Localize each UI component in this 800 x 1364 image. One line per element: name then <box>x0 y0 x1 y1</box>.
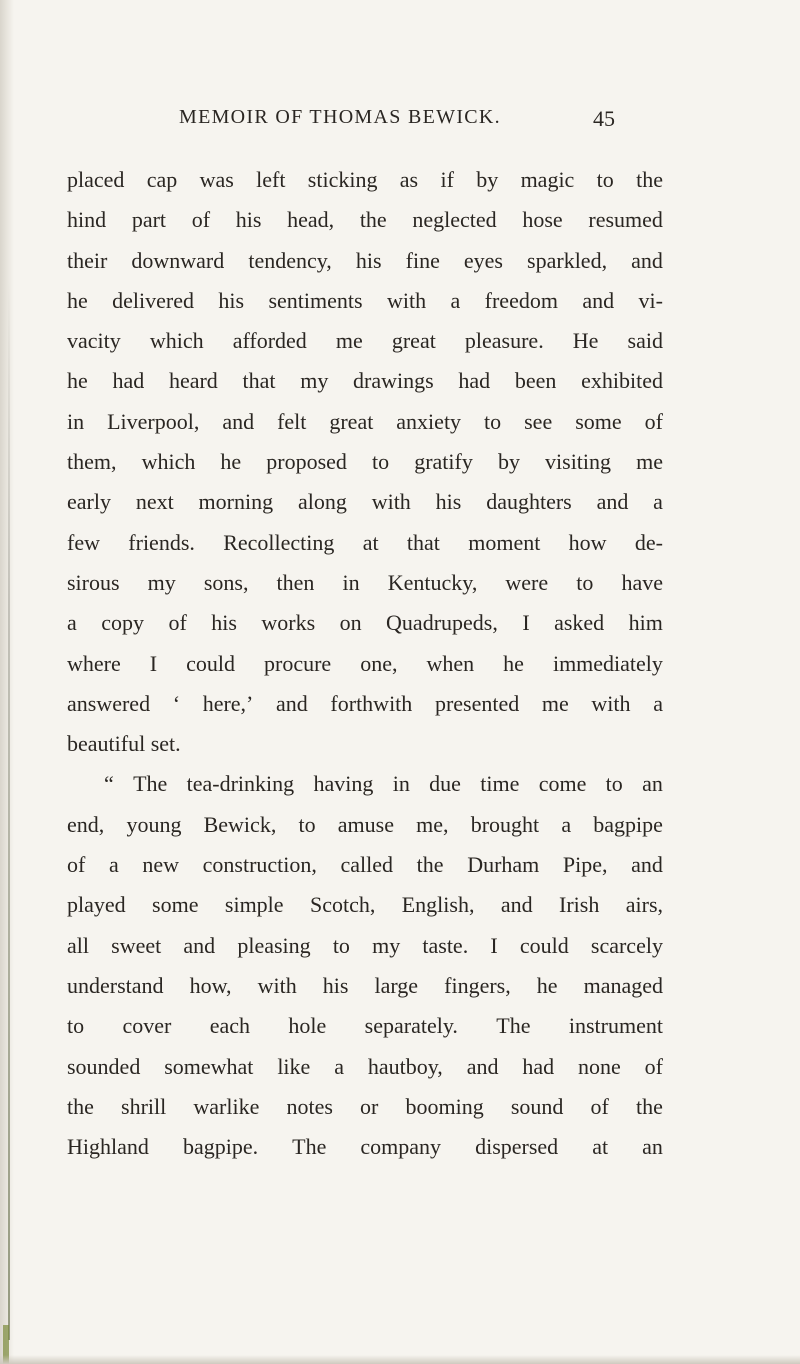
word: and <box>222 408 255 434</box>
word: time <box>480 771 520 797</box>
word: copy <box>101 610 144 636</box>
text-line <box>67 281 663 321</box>
text-line <box>67 1006 663 1046</box>
word: been <box>514 368 557 394</box>
word: heard <box>168 368 218 394</box>
word: hind <box>67 207 107 233</box>
word: to <box>67 1013 85 1039</box>
word: tea-drinking <box>186 771 295 797</box>
word: along <box>297 489 347 515</box>
text-line <box>67 241 663 281</box>
word: new <box>142 852 179 878</box>
text-line <box>67 160 663 200</box>
text-line <box>67 1047 663 1087</box>
word: left <box>256 167 286 192</box>
word: sticking <box>307 167 378 192</box>
word: few <box>67 529 100 555</box>
word: his <box>211 610 237 636</box>
word: neglected <box>412 207 497 233</box>
word: anxiety <box>396 408 462 434</box>
text-line <box>67 200 663 240</box>
word: his <box>235 207 262 233</box>
word: great <box>329 408 374 434</box>
word: magic <box>520 167 575 192</box>
word: said <box>627 328 663 354</box>
word: hose <box>522 207 563 233</box>
word: an <box>642 1134 663 1160</box>
word: to <box>596 167 614 192</box>
word: de- <box>634 529 663 555</box>
word: shrill <box>121 1093 167 1119</box>
word: English, <box>401 892 475 918</box>
word: drawings <box>353 368 434 394</box>
word: with <box>257 972 297 998</box>
word: come <box>538 771 587 797</box>
word: Durham <box>467 852 540 878</box>
word: eyes <box>463 247 503 273</box>
word: hole <box>288 1013 327 1039</box>
word: of <box>67 852 86 878</box>
word: here,’ <box>202 690 254 716</box>
word: of <box>644 408 663 434</box>
word: some <box>152 892 199 918</box>
word: where <box>67 650 121 676</box>
word: then <box>276 569 315 595</box>
word: scarcely <box>590 932 663 958</box>
word: felt <box>277 408 307 434</box>
word: his <box>435 489 462 515</box>
word: Scotch, <box>309 892 376 918</box>
word: separately. <box>364 1013 458 1039</box>
text-line <box>67 1127 663 1167</box>
word: warlike <box>193 1093 260 1119</box>
word: me <box>335 328 363 354</box>
word: to <box>605 771 623 797</box>
word: The <box>292 1134 327 1160</box>
word: of <box>191 207 211 233</box>
body-text <box>67 160 663 1167</box>
word: dispersed <box>475 1134 559 1160</box>
word: like <box>277 1053 311 1079</box>
word: he <box>503 650 524 676</box>
word: young <box>126 811 182 837</box>
word: of <box>168 610 187 636</box>
word: them, <box>67 449 117 475</box>
binding-edge-line <box>8 280 10 1340</box>
word: understand <box>67 972 164 998</box>
word: airs, <box>625 892 663 918</box>
word: played <box>67 892 126 918</box>
text-line <box>67 321 663 361</box>
word: a <box>67 610 77 636</box>
word: was <box>199 167 234 192</box>
text-line <box>67 563 663 603</box>
word: sirous <box>67 569 120 595</box>
word: moment <box>468 529 541 555</box>
word: a <box>108 852 119 878</box>
text-line-paragraph-end <box>67 724 663 764</box>
word: pleasure. <box>464 328 544 354</box>
word: sound <box>510 1093 564 1119</box>
word: me, <box>416 811 449 837</box>
word: that <box>406 529 440 555</box>
word: I <box>522 610 530 636</box>
word: me <box>541 690 569 716</box>
word: fine <box>405 247 440 273</box>
word: had <box>522 1053 555 1079</box>
text-line <box>67 926 663 966</box>
page-bottom-edge <box>0 1355 800 1364</box>
word: sons, <box>203 569 249 595</box>
word: and <box>631 852 663 878</box>
word: of <box>590 1093 609 1119</box>
word: procure <box>264 650 332 676</box>
word: a <box>334 1053 344 1079</box>
word: I <box>490 932 498 958</box>
word: my <box>372 932 401 958</box>
word: forthwith <box>330 690 413 716</box>
word: to <box>372 449 390 475</box>
word: great <box>391 328 436 354</box>
word: I <box>149 650 158 676</box>
word: notes <box>286 1093 333 1119</box>
word: construction, <box>202 852 317 878</box>
word: which <box>149 328 204 354</box>
word: managed <box>583 972 663 998</box>
word: The <box>133 771 168 797</box>
word: he <box>536 972 558 998</box>
text-line <box>67 1087 663 1127</box>
word: fingers, <box>444 972 511 998</box>
word: he <box>67 287 88 313</box>
word: works <box>261 610 316 636</box>
word: delivered <box>112 287 195 313</box>
text-line <box>67 845 663 885</box>
word: set. <box>150 731 181 757</box>
page-number: 45 <box>593 106 615 131</box>
word: with <box>371 489 411 515</box>
word: by <box>497 449 520 475</box>
word: downward <box>131 247 225 273</box>
word: instrument <box>568 1013 663 1039</box>
text-line <box>67 885 663 925</box>
word: how, <box>189 972 232 998</box>
word: how <box>568 529 607 555</box>
word: due <box>429 771 461 797</box>
word: gratify <box>414 449 473 475</box>
word: cover <box>122 1013 172 1039</box>
word: and <box>631 247 663 273</box>
word: vacity <box>67 328 121 354</box>
word: and <box>276 690 308 716</box>
text-line <box>67 402 663 442</box>
word: somewhat <box>164 1053 254 1079</box>
word: to <box>298 811 316 837</box>
word: booming <box>405 1093 484 1119</box>
word: the <box>416 852 444 878</box>
word: immediately <box>552 650 663 676</box>
word: early <box>67 489 111 515</box>
word: his <box>218 287 245 313</box>
word: sweet <box>111 932 162 958</box>
word: proposed <box>266 449 347 475</box>
word: Pipe, <box>562 852 608 878</box>
word: that <box>242 368 276 394</box>
word: daughters <box>486 489 572 515</box>
word: a <box>653 690 663 716</box>
text-line <box>67 361 663 401</box>
word: end, <box>67 811 105 837</box>
word: him <box>628 610 663 636</box>
running-title: MEMOIR OF THOMAS BEWICK. <box>179 106 501 128</box>
word: resumed <box>588 207 663 233</box>
word: taste. <box>422 932 469 958</box>
word: exhibited <box>581 368 663 394</box>
word: head, <box>287 207 335 233</box>
word: when <box>426 650 475 676</box>
word: Kentucky, <box>387 569 478 595</box>
word: having <box>313 771 374 797</box>
word: with <box>591 690 631 716</box>
word: at <box>592 1134 609 1160</box>
word: a <box>450 287 461 313</box>
word: the <box>67 1093 94 1119</box>
word: by <box>476 167 499 192</box>
word: sounded <box>67 1053 141 1079</box>
word: a <box>561 811 572 837</box>
word: had <box>112 368 145 394</box>
word: Bewick, <box>203 811 277 837</box>
word: bagpipe. <box>182 1134 259 1160</box>
text-line <box>67 644 663 684</box>
word: he <box>67 368 88 394</box>
word: one, <box>360 650 398 676</box>
word: could <box>519 932 569 958</box>
word: were <box>505 569 549 595</box>
word: which <box>141 449 196 475</box>
word: Highland <box>67 1134 149 1160</box>
word: in <box>67 408 85 434</box>
word: to <box>576 569 594 595</box>
word: Recollecting <box>223 529 335 555</box>
word: presented <box>434 690 520 716</box>
word: with <box>386 287 427 313</box>
word: their <box>67 247 108 273</box>
page-gutter-shadow <box>0 0 14 1364</box>
word: and <box>466 1053 499 1079</box>
word: each <box>209 1013 251 1039</box>
word: the <box>636 1093 663 1119</box>
word: Quadrupeds, <box>386 610 498 636</box>
word: asked <box>554 610 605 636</box>
word: simple <box>224 892 284 918</box>
word: or <box>360 1093 379 1119</box>
word: cap <box>146 167 178 192</box>
word: to <box>484 408 502 434</box>
word: my <box>147 569 176 595</box>
word: an <box>642 771 663 797</box>
word: brought <box>470 811 540 837</box>
word: The <box>496 1013 531 1039</box>
word: bagpipe <box>593 811 663 837</box>
word: part <box>131 207 167 233</box>
word: his <box>355 247 382 273</box>
word: He <box>572 328 599 354</box>
word: had <box>458 368 491 394</box>
word: vi- <box>638 287 663 313</box>
word: next <box>135 489 174 515</box>
word: ‘ <box>172 690 181 716</box>
word: at <box>362 529 379 555</box>
word: as <box>399 167 419 192</box>
word: beautiful <box>67 731 146 757</box>
word: Irish <box>559 892 600 918</box>
text-line-paragraph-start <box>67 764 663 804</box>
word: and <box>183 932 216 958</box>
word: and <box>500 892 533 918</box>
word: “ <box>104 771 114 797</box>
word: answered <box>67 690 151 716</box>
word: the <box>359 207 387 233</box>
word: Liverpool, <box>107 408 200 434</box>
word: pleasing <box>237 932 311 958</box>
word: on <box>339 610 362 636</box>
word: and <box>596 489 629 515</box>
text-line <box>67 442 663 482</box>
word: company <box>360 1134 442 1160</box>
word: of <box>644 1053 663 1079</box>
text-line <box>67 966 663 1006</box>
word: if <box>440 167 454 192</box>
word: some <box>575 408 622 434</box>
word: could <box>186 650 235 676</box>
text-line <box>67 603 663 643</box>
word: visiting <box>545 449 612 475</box>
text-line <box>67 523 663 563</box>
word: called <box>340 852 394 878</box>
word: freedom <box>484 287 558 313</box>
word: all <box>67 932 89 958</box>
text-line <box>67 482 663 522</box>
word: amuse <box>337 811 394 837</box>
word: and <box>582 287 615 313</box>
word: to <box>332 932 350 958</box>
word: he <box>220 449 242 475</box>
word: his <box>322 972 349 998</box>
word: my <box>300 368 329 394</box>
word: tendency, <box>248 247 332 273</box>
word: a <box>653 489 663 515</box>
word: hautboy, <box>367 1053 443 1079</box>
word: me <box>636 449 663 475</box>
text-line <box>67 805 663 845</box>
word: afforded <box>232 328 307 354</box>
word: large <box>374 972 419 998</box>
word: the <box>636 167 663 192</box>
word: placed <box>67 167 125 192</box>
running-head <box>179 106 629 136</box>
word: morning <box>198 489 274 515</box>
word: friends. <box>128 529 195 555</box>
word: in <box>342 569 360 595</box>
word: see <box>524 408 553 434</box>
word: sentiments <box>268 287 363 313</box>
word: none <box>578 1053 621 1079</box>
word: sparkled, <box>527 247 608 273</box>
word: have <box>621 569 663 595</box>
text-line <box>67 684 663 724</box>
word: in <box>392 771 410 797</box>
